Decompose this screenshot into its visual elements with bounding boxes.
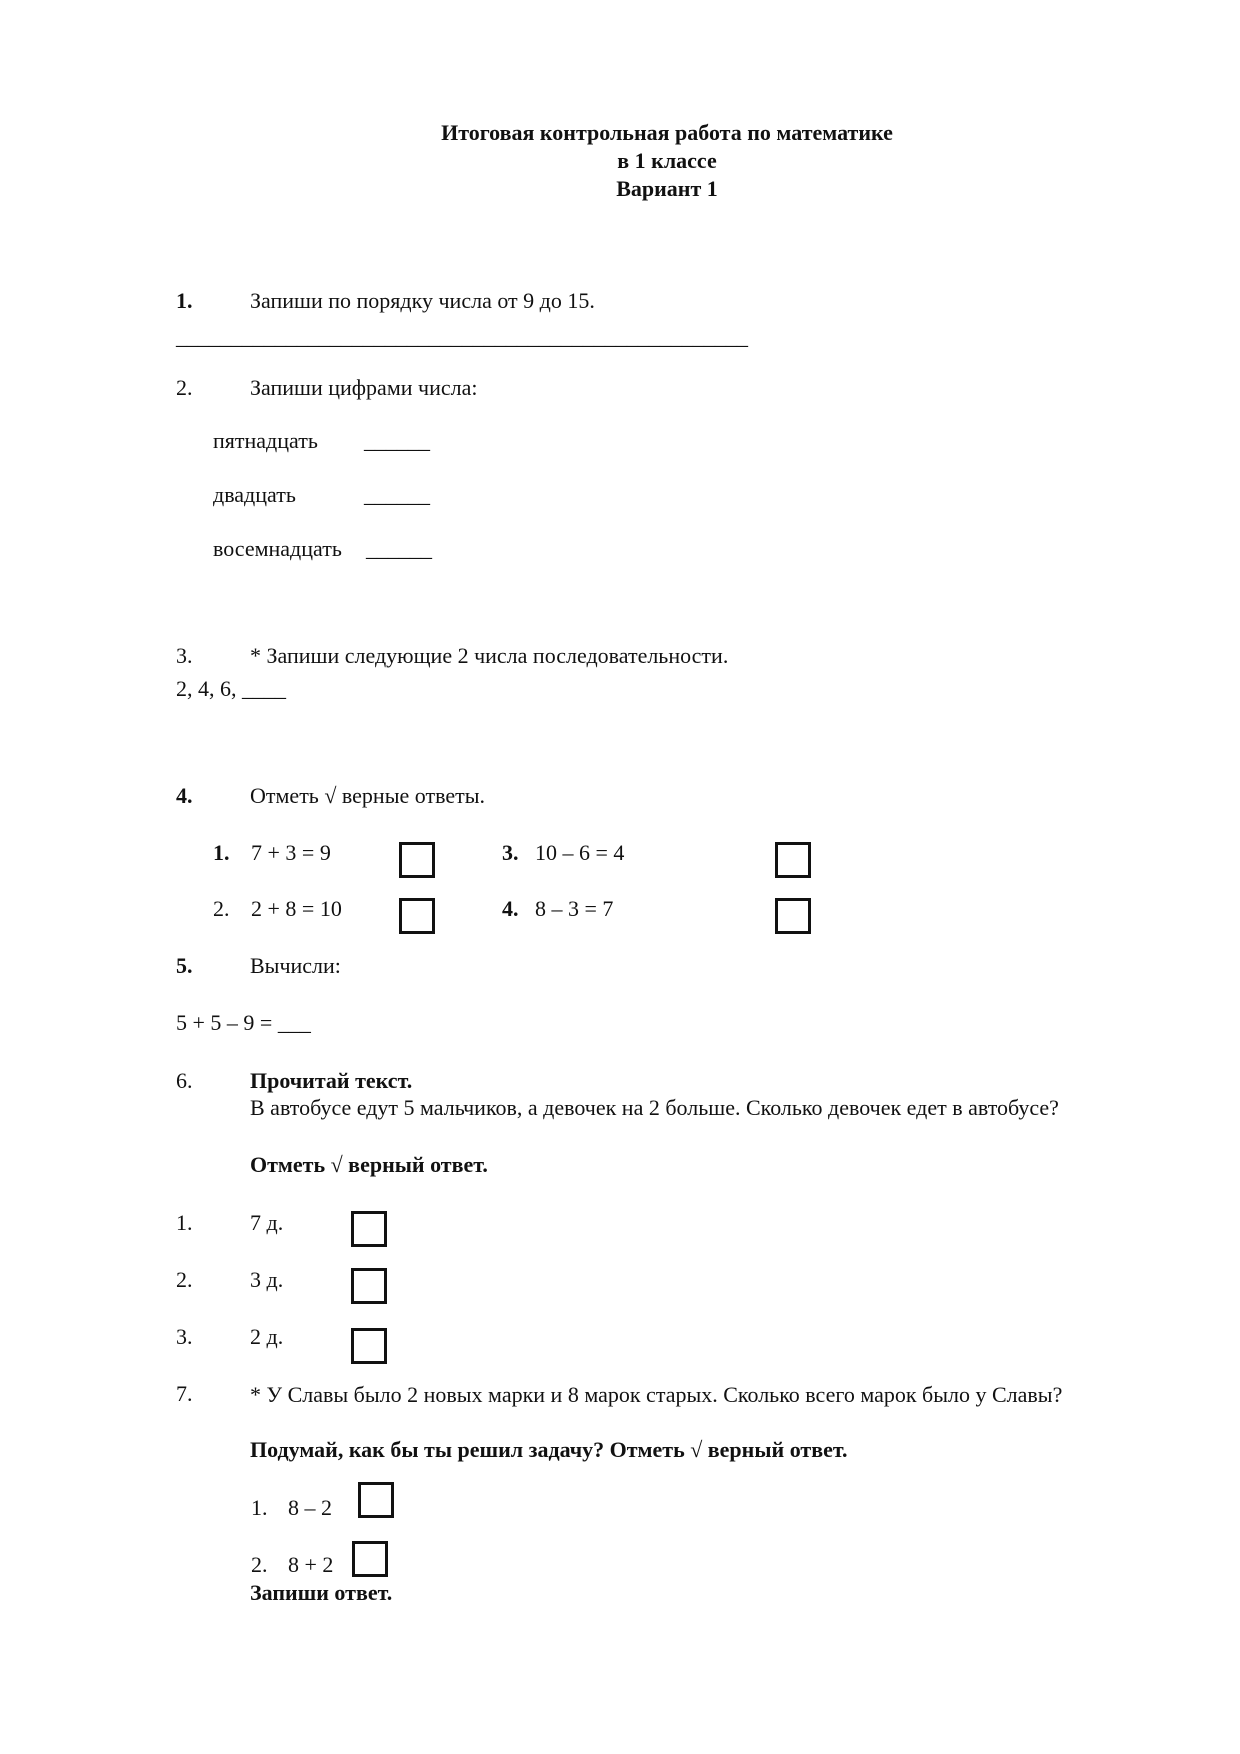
task2-blank[interactable]: ______ [366,536,432,561]
task7-text: * У Славы было 2 новых марки и 8 марок старых. Сколько всего марок было у Славы? [250,1382,1063,1407]
task1-answer-line[interactable]: ____________________________________________________ [176,324,748,349]
title-line-3: Вариант 1 [616,176,718,201]
task4-item-expression: 8 – 3 = 7 [535,896,614,921]
task7-option-expression: 8 + 2 [288,1552,334,1577]
task2-number: 2. [176,375,193,400]
task6-instruction: Отметь √ верный ответ. [250,1152,488,1177]
task6-checkbox-3[interactable] [351,1328,387,1364]
task5-expression[interactable]: 5 + 5 – 9 = ___ [176,1010,311,1035]
task4-item-expression: 10 – 6 = 4 [535,840,625,865]
task7-option-number: 1. [251,1495,268,1520]
task2-word: пятнадцать [213,428,318,453]
task4-text: Отметь √ верные ответы. [250,783,485,808]
task6-checkbox-2[interactable] [351,1268,387,1304]
title-line-2: в 1 классе [617,148,717,173]
task7-option-expression: 8 – 2 [288,1495,332,1520]
task6-heading: Прочитай текст. [250,1068,413,1093]
task6-option-number: 1. [176,1210,193,1235]
task2-blank[interactable]: ______ [364,482,430,507]
task4-item-number: 2. [213,896,230,921]
task4-checkbox-4[interactable] [775,898,811,934]
task3-sequence[interactable]: 2, 4, 6, ____ [176,676,286,701]
task6-option-number: 2. [176,1267,193,1292]
task6-number: 6. [176,1068,193,1093]
task6-checkbox-1[interactable] [351,1211,387,1247]
task4-item-expression: 7 + 3 = 9 [251,840,331,865]
task4-number: 4. [176,783,193,808]
task6-option-label: 3 д. [250,1267,284,1292]
task2-blank[interactable]: ______ [364,428,430,453]
task2-word: двадцать [213,482,296,507]
task4-checkbox-3[interactable] [775,842,811,878]
task4-item-expression: 2 + 8 = 10 [251,896,342,921]
task6-option-label: 2 д. [250,1324,284,1349]
task7-option-number: 2. [251,1552,268,1577]
task3-text: * Запиши следующие 2 числа последовательности. [250,643,729,668]
task7-instruction: Подумай, как бы ты решил задачу? Отметь √ верный ответ. [250,1437,848,1462]
task7-final-instruction: Запиши ответ. [250,1580,393,1605]
task1-text: Запиши по порядку числа от 9 до 15. [250,288,595,313]
task1-number: 1. [176,288,193,313]
task6-option-label: 7 д. [250,1210,284,1235]
task6-text: В автобусе едут 5 мальчиков, а девочек на 2 больше. Сколько девочек едет в автобусе? [250,1095,1059,1120]
title-line-1: Итоговая контрольная работа по математике [441,120,893,145]
task4-item-number: 4. [502,896,519,921]
task2-text: Запиши цифрами числа: [250,375,478,400]
task4-item-number: 3. [502,840,519,865]
task3-number: 3. [176,643,193,668]
task7-checkbox-2[interactable] [352,1541,388,1577]
task4-item-number: 1. [213,840,230,865]
task6-option-number: 3. [176,1324,193,1349]
task7-checkbox-1[interactable] [358,1482,394,1518]
task4-checkbox-2[interactable] [399,898,435,934]
task5-text: Вычисли: [250,953,341,978]
task7-number: 7. [176,1381,193,1406]
task2-word: восемнадцать [213,536,342,561]
task5-number: 5. [176,953,193,978]
task4-checkbox-1[interactable] [399,842,435,878]
